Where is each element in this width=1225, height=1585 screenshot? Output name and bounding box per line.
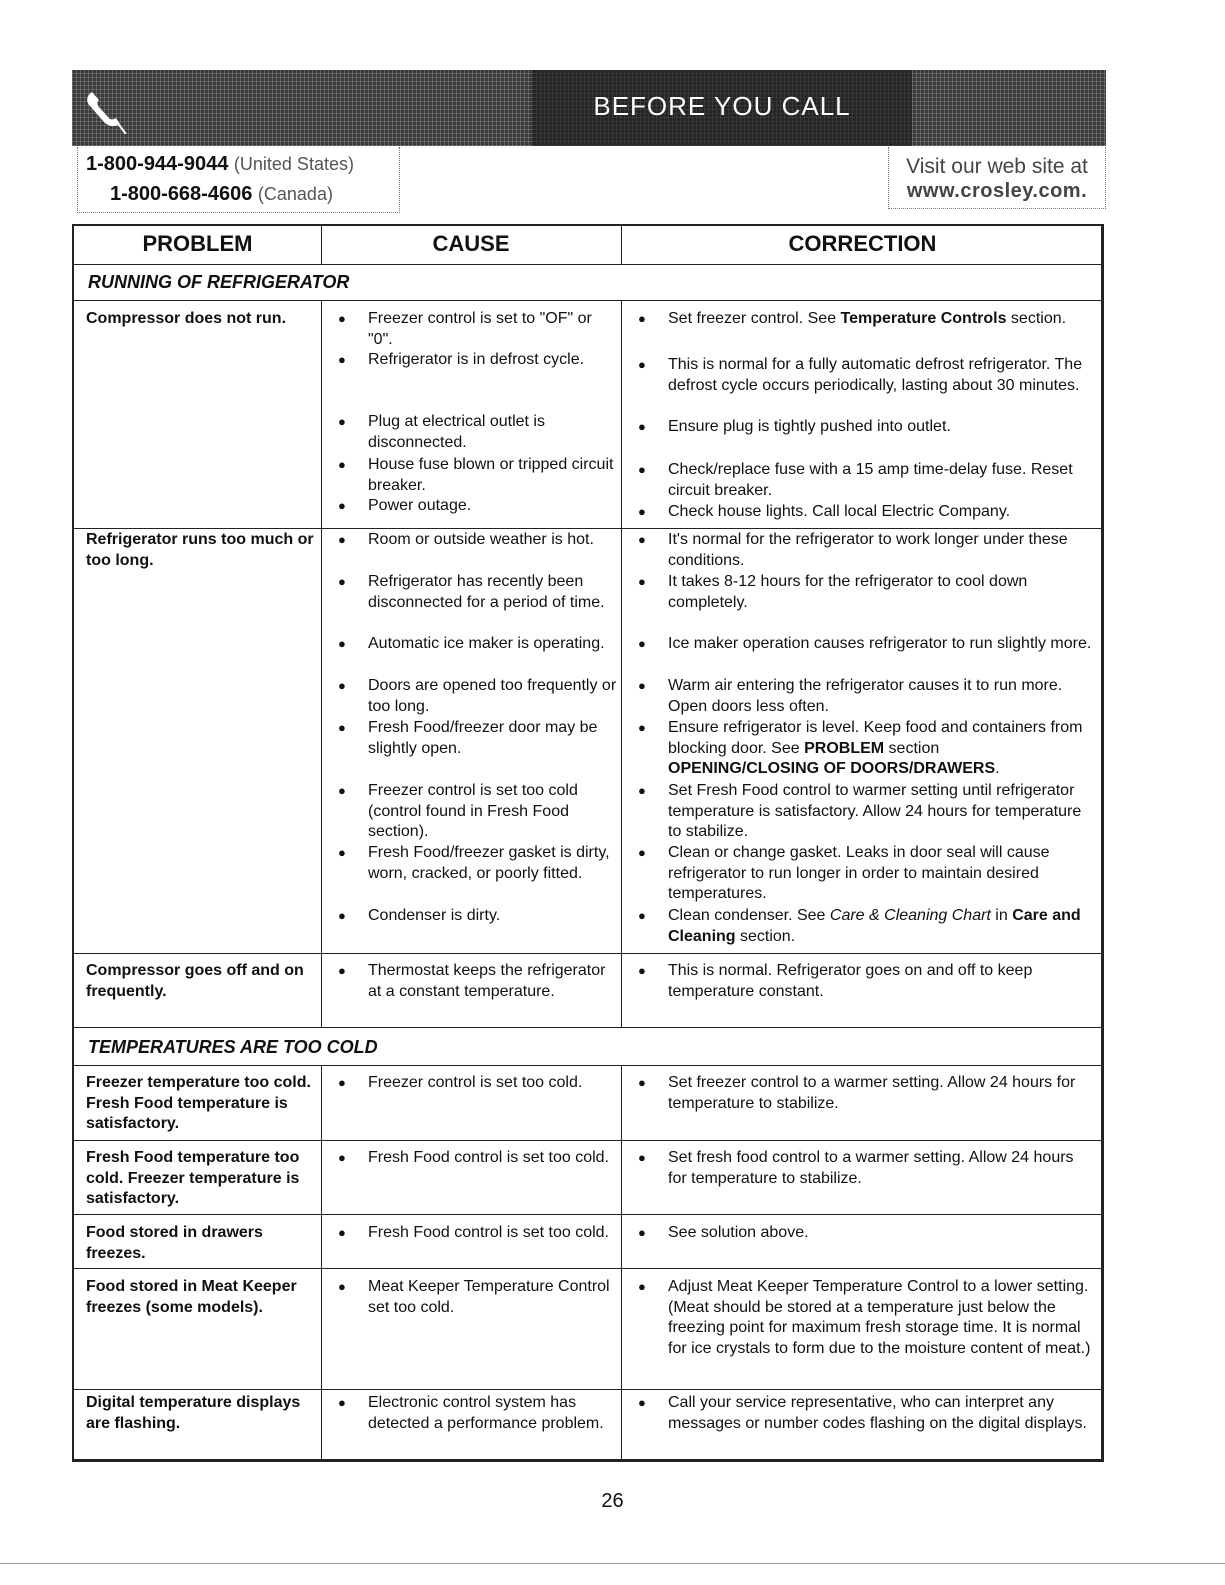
cause-item: ● Electronic control system has detected a performance problem. xyxy=(338,1394,604,1432)
cause-item: ● Condenser is dirty. xyxy=(338,907,501,924)
correction-item: ● Ensure plug is tightly pushed into outlet. xyxy=(638,418,951,435)
problem-label: Compressor does not run. xyxy=(86,310,287,327)
canada-phone-label: (Canada) xyxy=(257,184,333,204)
page-number: 26 xyxy=(601,1490,624,1512)
canada-phone-number: 1-800-668-4606 xyxy=(110,183,253,205)
column-divider xyxy=(321,300,322,1027)
problem-label: Food stored in Meat Keeper freezes (some models). xyxy=(86,1278,297,1316)
header-correction: CORRECTION xyxy=(788,231,937,256)
row-divider xyxy=(74,953,1101,954)
cause-item: ● Thermostat keeps the refrigerator at a constant temperature. xyxy=(338,962,606,1000)
row-divider xyxy=(74,1214,1101,1215)
correction-item: ● Set fresh food control to a warmer setting. Allow 24 hours for temperature to stabilize. xyxy=(638,1149,1074,1187)
header-problem: PROBLEM xyxy=(142,231,253,256)
row-divider xyxy=(74,1268,1101,1269)
website-url[interactable]: www.crosley.com. xyxy=(906,180,1088,202)
cause-item: ● Power outage. xyxy=(338,497,472,514)
correction-item: ● Clean or change gasket. Leaks in door seal will cause refrigerator to run longer in order to maintain desired temperatures. xyxy=(638,844,1050,902)
correction-item: ● Adjust Meat Keeper Temperature Control to a lower setting. (Meat should be stored at a temperature just below the freezing point for maximum fresh storage time. It is normal for ice crystals to form due to the moisture content of meat.) xyxy=(638,1278,1091,1357)
correction-item: ● Check/replace fuse with a 15 amp time-delay fuse. Reset circuit breaker. xyxy=(638,461,1073,499)
row-divider xyxy=(74,264,1101,265)
correction-item: ● Set freezer control to a warmer setting. Allow 24 hours for temperature to stabilize. xyxy=(638,1074,1076,1112)
phone-contact-box xyxy=(77,147,400,213)
row-divider xyxy=(74,1389,1101,1390)
cause-item: ● Automatic ice maker is operating. xyxy=(338,635,605,652)
cause-item: ● Refrigerator has recently been disconnected for a period of time. xyxy=(338,573,605,611)
cause-item: ● Fresh Food/freezer gasket is dirty, worn, cracked, or poorly fitted. xyxy=(338,844,610,882)
page-bottom-rule xyxy=(0,1563,1225,1564)
us-phone-number: 1-800-944-9044 xyxy=(86,153,229,175)
cause-item: ● House fuse blown or tripped circuit breaker. xyxy=(338,456,614,494)
correction-item: ● Warm air entering the refrigerator causes it to run more. Open doors less often. xyxy=(638,677,1063,715)
troubleshooting-table xyxy=(72,224,1104,1462)
correction-item: ● It's normal for the refrigerator to work longer under these conditions. xyxy=(638,531,1068,569)
problem-label: Food stored in drawers freezes. xyxy=(86,1224,263,1262)
us-phone-line xyxy=(86,153,354,176)
cause-item: ● Freezer control is set too cold. xyxy=(338,1074,583,1091)
cause-item: ● Refrigerator is in defrost cycle. xyxy=(338,351,585,368)
correction-item: ● Set Fresh Food control to warmer setting until refrigerator temperature is satisfactory. Allow 24 hours for temperature to stabilize. xyxy=(638,782,1082,840)
section-heading-running: RUNNING OF REFRIGERATOR xyxy=(88,272,350,292)
row-divider xyxy=(74,300,1101,301)
cause-item: ● Doors are opened too frequently or too long. xyxy=(338,677,617,715)
cause-item: ● Fresh Food/freezer door may be slightly open. xyxy=(338,719,598,757)
row-divider xyxy=(74,1027,1101,1028)
correction-item: ● Set freezer control. See Temperature Controls section. xyxy=(638,310,1067,327)
row-divider xyxy=(74,528,1101,529)
banner xyxy=(72,70,1106,146)
canada-phone-line xyxy=(110,183,333,206)
website-box xyxy=(888,147,1106,209)
problem-label: Refrigerator runs too much or too long. xyxy=(86,531,314,569)
cause-item: ● Freezer control is set to "OF" or "0". xyxy=(338,310,592,348)
website-intro: Visit our web site at xyxy=(906,155,1088,178)
problem-label: Compressor goes off and on frequently. xyxy=(86,962,304,1000)
cause-item: ● Room or outside weather is hot. xyxy=(338,531,594,548)
cause-item: ● Freezer control is set too cold (control found in Fresh Food section). xyxy=(338,782,578,840)
correction-item: ● See solution above. xyxy=(638,1224,809,1241)
banner-title: BEFORE YOU CALL xyxy=(593,91,851,121)
section-heading-too-cold: TEMPERATURES ARE TOO COLD xyxy=(88,1037,378,1057)
us-phone-label: (United States) xyxy=(233,154,354,174)
banner-title-panel xyxy=(532,70,912,146)
row-divider xyxy=(74,1065,1101,1066)
cause-item: ● Meat Keeper Temperature Control set too cold. xyxy=(338,1278,610,1316)
correction-item: ● Ensure refrigerator is level. Keep food and containers from blocking door. See PROBLEM section OPENING/CLOSING OF DOORS/DRAWERS. xyxy=(638,719,1083,777)
correction-item: ● Call your service representative, who can interpret any messages or number codes flashing on the digital displays. xyxy=(638,1394,1087,1432)
problem-label: Digital temperature displays are flashing. xyxy=(86,1394,301,1432)
problem-label: Freezer temperature too cold. Fresh Food temperature is satisfactory. xyxy=(86,1074,311,1132)
phone-icon xyxy=(82,84,132,134)
cause-item: ● Plug at electrical outlet is disconnected. xyxy=(338,413,545,451)
correction-item: ● This is normal for a fully automatic defrost refrigerator. The defrost cycle occurs periodically, lasting about 30 minutes. xyxy=(638,356,1083,394)
correction-item: ● This is normal. Refrigerator goes on and off to keep temperature constant. xyxy=(638,962,1033,1000)
column-divider xyxy=(621,1065,622,1462)
correction-item: ● Ice maker operation causes refrigerator to run slightly more. xyxy=(638,635,1092,652)
cause-item: ● Fresh Food control is set too cold. xyxy=(338,1149,609,1166)
correction-item: ● Check house lights. Call local Electric Company. xyxy=(638,503,1011,520)
cause-item: ● Fresh Food control is set too cold. xyxy=(338,1224,609,1241)
column-divider xyxy=(321,1065,322,1462)
row-divider xyxy=(74,1140,1101,1141)
correction-item: ● It takes 8-12 hours for the refrigerator to cool down completely. xyxy=(638,573,1028,611)
header-cause: CAUSE xyxy=(432,231,510,256)
problem-label: Fresh Food temperature too cold. Freezer temperature is satisfactory. xyxy=(86,1149,300,1207)
correction-item: ● Clean condenser. See Care & Cleaning Chart in Care and Cleaning section. xyxy=(638,907,1081,945)
column-divider xyxy=(621,300,622,1027)
